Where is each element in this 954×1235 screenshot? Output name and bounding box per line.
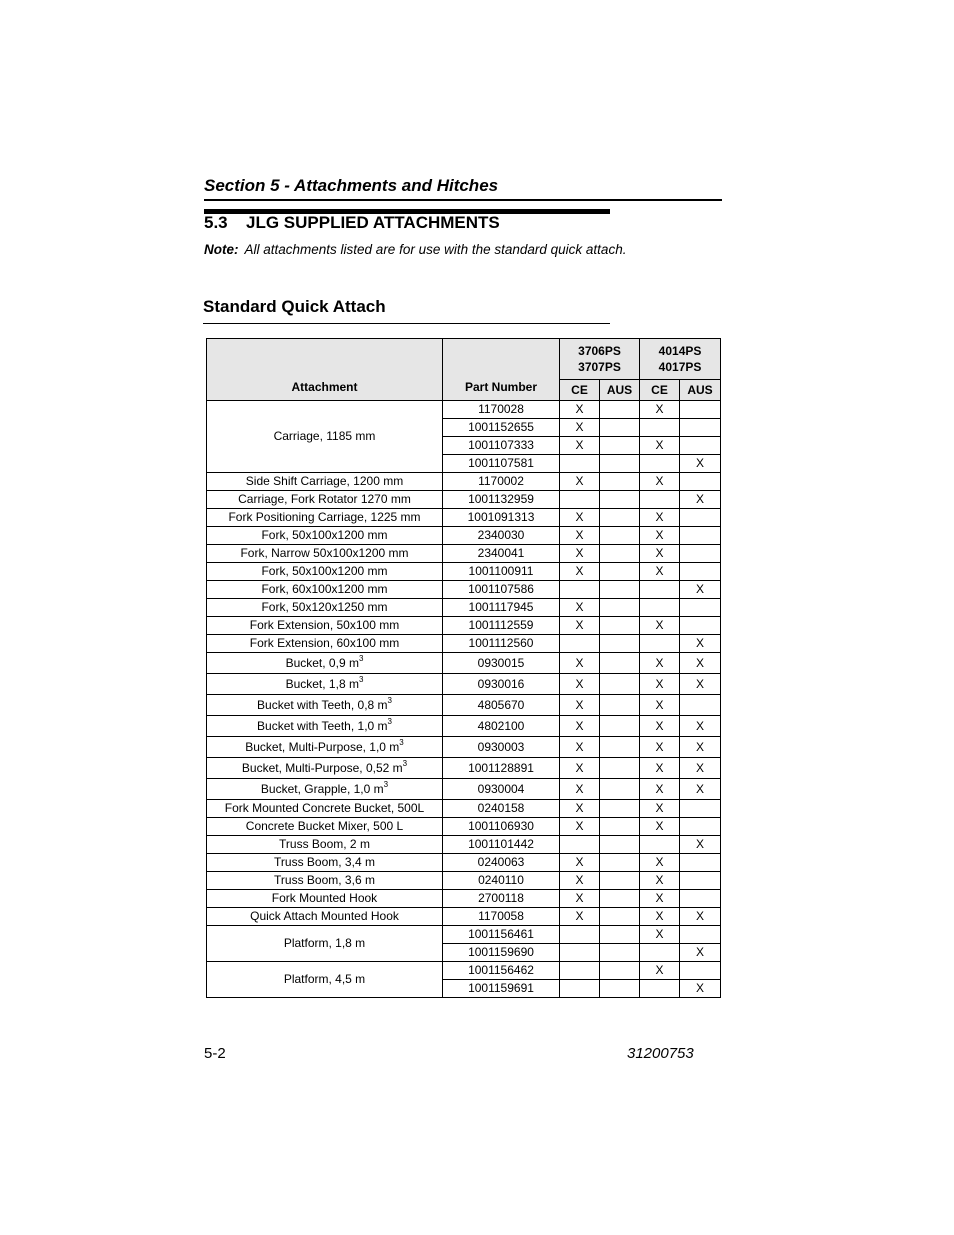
ce-4014-cell xyxy=(640,980,680,998)
ce-4014-cell: X xyxy=(640,674,680,695)
header-aus-2: AUS xyxy=(680,380,721,401)
ce-3706-cell: X xyxy=(560,695,600,716)
attachment-name: Quick Attach Mounted Hook xyxy=(250,909,399,923)
unit-exponent: 3 xyxy=(399,737,404,747)
aus-4014-cell xyxy=(680,545,721,563)
header-ce-1: CE xyxy=(560,380,600,401)
table-row xyxy=(207,836,721,854)
aus-4014-cell xyxy=(680,890,721,908)
attachment-cell xyxy=(207,716,443,737)
aus-3706-cell xyxy=(600,491,640,509)
note-text: All attachments listed are for use with the standard quick attach. xyxy=(244,242,627,257)
table-row xyxy=(207,491,721,509)
aus-4014-cell xyxy=(680,599,721,617)
ce-3706-cell xyxy=(560,455,600,473)
attachment-cell xyxy=(207,695,443,716)
table-row xyxy=(207,854,721,872)
aus-3706-cell xyxy=(600,653,640,674)
aus-3706-cell xyxy=(600,617,640,635)
ce-3706-cell xyxy=(560,944,600,962)
ce-3706-cell: X xyxy=(560,800,600,818)
ce-3706-cell: X xyxy=(560,890,600,908)
part-number-cell: 1170002 xyxy=(443,473,560,491)
part-number-cell: 0930015 xyxy=(443,653,560,674)
part-number-cell: 2700118 xyxy=(443,890,560,908)
attachment-name: Fork, Narrow 50x100x1200 mm xyxy=(240,546,409,560)
aus-3706-cell xyxy=(600,737,640,758)
attachment-name: Bucket, Multi-Purpose, 0,52 m xyxy=(241,760,403,775)
table-row xyxy=(207,635,721,653)
aus-4014-cell: X xyxy=(680,653,721,674)
aus-4014-cell xyxy=(680,473,721,491)
part-number-cell: 1001117945 xyxy=(443,599,560,617)
ce-3706-cell: X xyxy=(560,653,600,674)
ce-3706-cell: X xyxy=(560,599,600,617)
table-row xyxy=(207,581,721,599)
table-row xyxy=(207,800,721,818)
attachment-name: Fork, 60x100x1200 mm xyxy=(261,582,388,596)
ce-3706-cell xyxy=(560,926,600,944)
attachment-cell xyxy=(207,581,443,599)
part-number-cell: 1001156461 xyxy=(443,926,560,944)
heading xyxy=(204,213,500,233)
aus-3706-cell xyxy=(600,401,640,419)
part-number-cell: 0930016 xyxy=(443,674,560,695)
unit-exponent: 3 xyxy=(358,653,364,663)
ce-3706-cell: X xyxy=(560,818,600,836)
table-row xyxy=(207,962,721,980)
aus-4014-cell: X xyxy=(680,779,721,800)
ce-4014-cell xyxy=(640,419,680,437)
sub-heading-rule xyxy=(203,323,610,324)
header-ce-2: CE xyxy=(640,380,680,401)
aus-3706-cell xyxy=(600,836,640,854)
table-row xyxy=(207,653,721,674)
table-row xyxy=(207,473,721,491)
attachment-name: Side Shift Carriage, 1200 mm xyxy=(245,474,404,488)
ce-3706-cell: X xyxy=(560,545,600,563)
aus-4014-cell xyxy=(680,800,721,818)
table-row xyxy=(207,758,721,779)
table-row xyxy=(207,527,721,545)
attachment-cell xyxy=(207,737,443,758)
attachment-name: Bucket with Teeth, 1,0 m xyxy=(257,718,388,733)
ce-3706-cell xyxy=(560,581,600,599)
table-body xyxy=(207,401,721,998)
unit-exponent: 3 xyxy=(387,716,392,726)
ce-4014-cell: X xyxy=(640,509,680,527)
aus-3706-cell xyxy=(600,890,640,908)
aus-4014-cell: X xyxy=(680,674,721,695)
attachment-cell xyxy=(207,908,443,926)
heading-text: JLG SUPPLIED ATTACHMENTS xyxy=(246,213,500,232)
aus-4014-cell: X xyxy=(680,455,721,473)
page-number: 5-2 xyxy=(204,1045,226,1062)
aus-4014-cell xyxy=(680,401,721,419)
ce-4014-cell: X xyxy=(640,872,680,890)
aus-4014-cell xyxy=(680,872,721,890)
aus-3706-cell xyxy=(600,758,640,779)
table-row xyxy=(207,716,721,737)
aus-3706-cell xyxy=(600,509,640,527)
table-header-row xyxy=(207,339,721,380)
model-4017ps: 4017PS xyxy=(658,360,702,374)
attachment-cell xyxy=(207,872,443,890)
ce-4014-cell: X xyxy=(640,962,680,980)
aus-4014-cell: X xyxy=(680,944,721,962)
aus-3706-cell xyxy=(600,563,640,581)
table-row xyxy=(207,674,721,695)
part-number-cell: 1001112560 xyxy=(443,635,560,653)
attachment-name: Fork, 50x100x1200 mm xyxy=(261,528,388,542)
aus-4014-cell xyxy=(680,962,721,980)
part-number-cell: 1001128891 xyxy=(443,758,560,779)
ce-3706-cell: X xyxy=(560,674,600,695)
table-row xyxy=(207,779,721,800)
part-number-cell: 1170058 xyxy=(443,908,560,926)
part-number-cell: 1001159691 xyxy=(443,980,560,998)
aus-3706-cell xyxy=(600,980,640,998)
ce-4014-cell xyxy=(640,635,680,653)
table-row xyxy=(207,695,721,716)
ce-3706-cell: X xyxy=(560,908,600,926)
ce-3706-cell xyxy=(560,836,600,854)
ce-3706-cell xyxy=(560,635,600,653)
ce-4014-cell xyxy=(640,599,680,617)
table-row xyxy=(207,890,721,908)
table-row xyxy=(207,545,721,563)
attachment-cell xyxy=(207,818,443,836)
model-3707ps: 3707PS xyxy=(578,360,621,374)
header-model-group-1 xyxy=(560,339,640,380)
section-title: Section 5 - Attachments and Hitches xyxy=(204,176,499,195)
attachment-cell xyxy=(207,491,443,509)
ce-4014-cell: X xyxy=(640,779,680,800)
attachment-cell xyxy=(207,617,443,635)
ce-3706-cell xyxy=(560,491,600,509)
ce-4014-cell: X xyxy=(640,818,680,836)
aus-4014-cell: X xyxy=(680,758,721,779)
aus-4014-cell: X xyxy=(680,980,721,998)
attachment-name: Fork, 50x100x1200 mm xyxy=(261,564,388,578)
aus-4014-cell: X xyxy=(680,716,721,737)
part-number-cell: 1001152655 xyxy=(443,419,560,437)
aus-3706-cell xyxy=(600,473,640,491)
ce-3706-cell: X xyxy=(560,527,600,545)
ce-4014-cell: X xyxy=(640,527,680,545)
unit-exponent: 3 xyxy=(387,695,392,705)
part-number-cell: 0930003 xyxy=(443,737,560,758)
attachment-name: Fork, 50x120x1250 mm xyxy=(261,600,388,614)
ce-4014-cell: X xyxy=(640,737,680,758)
ce-4014-cell: X xyxy=(640,716,680,737)
part-number-cell: 0240063 xyxy=(443,854,560,872)
ce-3706-cell: X xyxy=(560,716,600,737)
table-row xyxy=(207,401,721,419)
part-number-cell: 0930004 xyxy=(443,779,560,800)
ce-4014-cell xyxy=(640,944,680,962)
ce-3706-cell xyxy=(560,980,600,998)
table-row xyxy=(207,563,721,581)
ce-3706-cell: X xyxy=(560,779,600,800)
attachment-cell xyxy=(207,962,443,998)
attachment-name: Bucket, Grapple, 1,0 m xyxy=(260,781,384,796)
ce-4014-cell: X xyxy=(640,617,680,635)
note xyxy=(204,242,626,257)
aus-4014-cell xyxy=(680,695,721,716)
aus-3706-cell xyxy=(600,944,640,962)
header-attachment: Attachment xyxy=(207,339,443,401)
attachment-cell xyxy=(207,653,443,674)
attachment-name: Truss Boom, 3,4 m xyxy=(274,855,375,869)
header-part-number: Part Number xyxy=(443,339,560,401)
attachment-name: Fork Extension, 60x100 mm xyxy=(249,636,400,650)
ce-4014-cell xyxy=(640,455,680,473)
part-number-cell: 4802100 xyxy=(443,716,560,737)
aus-4014-cell: X xyxy=(680,491,721,509)
aus-3706-cell xyxy=(600,545,640,563)
aus-4014-cell: X xyxy=(680,635,721,653)
part-number-cell: 1001107333 xyxy=(443,437,560,455)
ce-4014-cell: X xyxy=(640,695,680,716)
heading-number: 5.3 xyxy=(204,213,228,232)
ce-4014-cell: X xyxy=(640,926,680,944)
ce-4014-cell: X xyxy=(640,473,680,491)
table-row xyxy=(207,818,721,836)
table-row xyxy=(207,509,721,527)
aus-4014-cell xyxy=(680,527,721,545)
ce-3706-cell: X xyxy=(560,758,600,779)
header-model-group-2 xyxy=(640,339,721,380)
sub-heading: Standard Quick Attach xyxy=(203,297,386,316)
aus-4014-cell xyxy=(680,563,721,581)
aus-3706-cell xyxy=(600,635,640,653)
part-number-cell: 1001112559 xyxy=(443,617,560,635)
table-row xyxy=(207,908,721,926)
attachment-cell xyxy=(207,674,443,695)
ce-4014-cell: X xyxy=(640,437,680,455)
ce-4014-cell: X xyxy=(640,545,680,563)
part-number-cell: 1001132959 xyxy=(443,491,560,509)
aus-4014-cell: X xyxy=(680,836,721,854)
part-number-cell: 0240110 xyxy=(443,872,560,890)
aus-3706-cell xyxy=(600,926,640,944)
attachment-name: Bucket with Teeth, 0,8 m xyxy=(257,697,388,712)
attachment-name: Truss Boom, 3,6 m xyxy=(274,873,375,887)
attachment-name: Platform, 4,5 m xyxy=(283,972,366,986)
aus-4014-cell xyxy=(680,509,721,527)
attachment-cell xyxy=(207,599,443,617)
aus-4014-cell: X xyxy=(680,737,721,758)
header-aus-1: AUS xyxy=(600,380,640,401)
aus-3706-cell xyxy=(600,581,640,599)
ce-3706-cell: X xyxy=(560,854,600,872)
aus-4014-cell xyxy=(680,419,721,437)
ce-4014-cell xyxy=(640,581,680,599)
part-number-cell: 1001159690 xyxy=(443,944,560,962)
ce-4014-cell: X xyxy=(640,758,680,779)
aus-3706-cell xyxy=(600,455,640,473)
ce-4014-cell: X xyxy=(640,563,680,581)
attachment-cell xyxy=(207,563,443,581)
model-3706ps: 3706PS xyxy=(578,344,621,358)
aus-3706-cell xyxy=(600,527,640,545)
part-number-cell: 1001101442 xyxy=(443,836,560,854)
ce-4014-cell: X xyxy=(640,854,680,872)
ce-3706-cell: X xyxy=(560,419,600,437)
aus-4014-cell xyxy=(680,818,721,836)
attachment-cell xyxy=(207,854,443,872)
attachment-name: Concrete Bucket Mixer, 500 L xyxy=(245,819,404,833)
note-label: Note: xyxy=(204,242,239,257)
unit-exponent: 3 xyxy=(402,758,408,768)
ce-3706-cell: X xyxy=(560,473,600,491)
aus-4014-cell xyxy=(680,926,721,944)
part-number-cell: 1170028 xyxy=(443,401,560,419)
ce-3706-cell: X xyxy=(560,872,600,890)
part-number-cell: 4805670 xyxy=(443,695,560,716)
ce-3706-cell: X xyxy=(560,437,600,455)
table-row xyxy=(207,926,721,944)
attachment-cell xyxy=(207,926,443,962)
attachment-cell xyxy=(207,635,443,653)
attachment-name: Fork Mounted Hook xyxy=(271,891,378,905)
attachment-cell xyxy=(207,509,443,527)
unit-exponent: 3 xyxy=(383,779,389,789)
attachments-table xyxy=(206,338,721,998)
aus-3706-cell xyxy=(600,599,640,617)
aus-4014-cell: X xyxy=(680,908,721,926)
ce-4014-cell xyxy=(640,836,680,854)
table-row xyxy=(207,872,721,890)
attachment-name: Carriage, 1185 mm xyxy=(273,429,376,443)
ce-4014-cell xyxy=(640,491,680,509)
attachment-cell xyxy=(207,890,443,908)
unit-exponent: 3 xyxy=(358,674,364,684)
part-number-cell: 1001106930 xyxy=(443,818,560,836)
section-rule xyxy=(204,199,722,201)
aus-4014-cell xyxy=(680,437,721,455)
ce-3706-cell xyxy=(560,962,600,980)
aus-4014-cell: X xyxy=(680,581,721,599)
attachment-name: Bucket, Multi-Purpose, 1,0 m xyxy=(245,739,400,754)
attachment-name: Bucket, 1,8 m xyxy=(285,676,359,691)
aus-3706-cell xyxy=(600,908,640,926)
attachment-name: Fork Extension, 50x100 mm xyxy=(249,618,400,632)
ce-3706-cell: X xyxy=(560,401,600,419)
aus-3706-cell xyxy=(600,674,640,695)
attachment-name: Fork Positioning Carriage, 1225 mm xyxy=(228,510,421,524)
part-number-cell: 1001107586 xyxy=(443,581,560,599)
aus-3706-cell xyxy=(600,872,640,890)
part-number-cell: 2340041 xyxy=(443,545,560,563)
document-number: 31200753 xyxy=(627,1045,694,1062)
attachment-cell xyxy=(207,800,443,818)
aus-3706-cell xyxy=(600,716,640,737)
part-number-cell: 1001091313 xyxy=(443,509,560,527)
ce-3706-cell: X xyxy=(560,509,600,527)
attachment-name: Truss Boom, 2 m xyxy=(279,837,370,851)
aus-3706-cell xyxy=(600,419,640,437)
ce-4014-cell: X xyxy=(640,401,680,419)
attachment-cell xyxy=(207,473,443,491)
aus-3706-cell xyxy=(600,779,640,800)
attachment-cell xyxy=(207,545,443,563)
table-row xyxy=(207,617,721,635)
part-number-cell: 1001100911 xyxy=(443,563,560,581)
aus-4014-cell xyxy=(680,617,721,635)
table-row xyxy=(207,737,721,758)
model-4014ps: 4014PS xyxy=(658,344,702,358)
attachment-name: Platform, 1,8 m xyxy=(283,936,366,950)
aus-3706-cell xyxy=(600,695,640,716)
attachment-cell xyxy=(207,401,443,473)
ce-3706-cell: X xyxy=(560,617,600,635)
attachment-cell xyxy=(207,836,443,854)
ce-4014-cell: X xyxy=(640,908,680,926)
part-number-cell: 1001107581 xyxy=(443,455,560,473)
ce-4014-cell: X xyxy=(640,890,680,908)
ce-4014-cell: X xyxy=(640,653,680,674)
aus-3706-cell xyxy=(600,437,640,455)
ce-4014-cell: X xyxy=(640,800,680,818)
aus-3706-cell xyxy=(600,818,640,836)
attachment-cell xyxy=(207,779,443,800)
table-row xyxy=(207,599,721,617)
aus-3706-cell xyxy=(600,854,640,872)
part-number-cell: 2340030 xyxy=(443,527,560,545)
aus-4014-cell xyxy=(680,854,721,872)
ce-3706-cell: X xyxy=(560,563,600,581)
attachment-cell xyxy=(207,527,443,545)
attachment-cell xyxy=(207,758,443,779)
aus-3706-cell xyxy=(600,962,640,980)
attachment-name: Carriage, Fork Rotator 1270 mm xyxy=(238,492,411,506)
attachment-name: Fork Mounted Concrete Bucket, 500L xyxy=(224,801,425,815)
aus-3706-cell xyxy=(600,800,640,818)
attachment-name: Bucket, 0,9 m xyxy=(285,655,359,670)
ce-3706-cell: X xyxy=(560,737,600,758)
part-number-cell: 0240158 xyxy=(443,800,560,818)
part-number-cell: 1001156462 xyxy=(443,962,560,980)
